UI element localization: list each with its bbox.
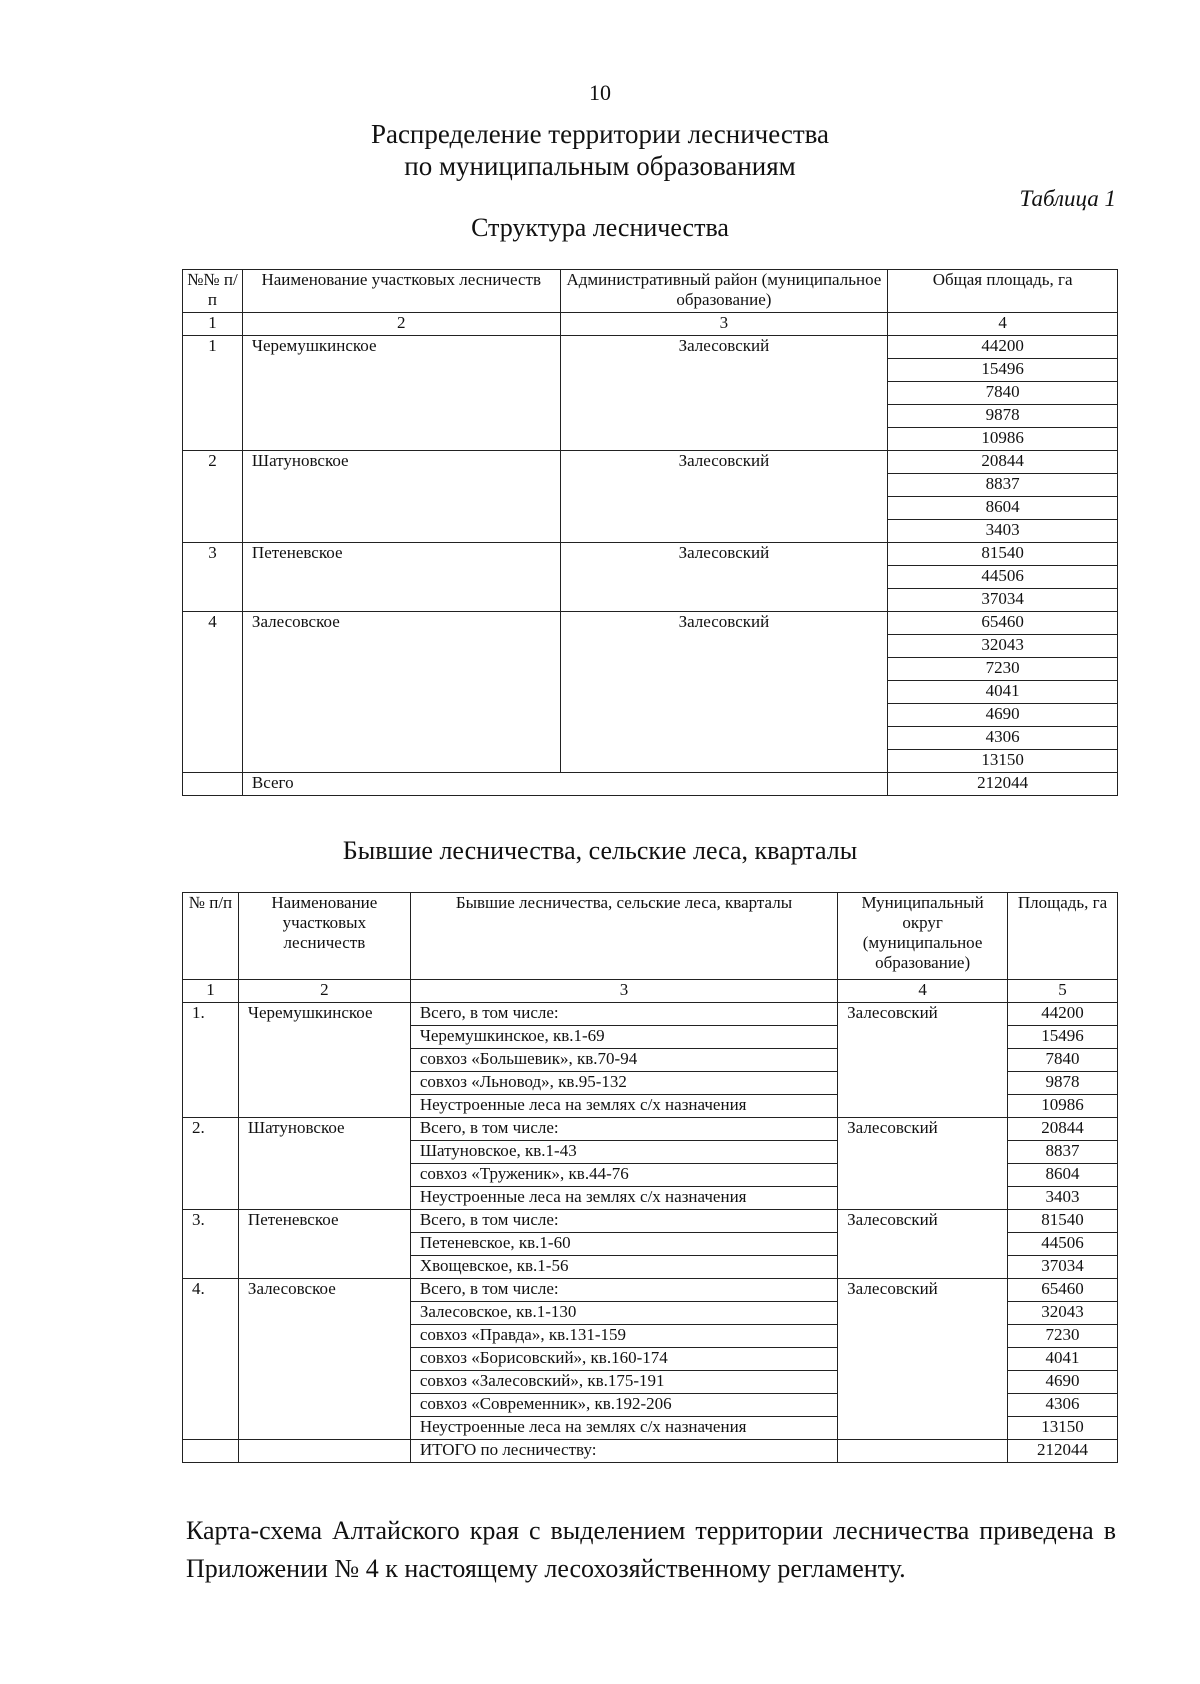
row-number-cell: 2. (183, 1118, 239, 1210)
table-row (183, 1279, 1118, 1302)
subdivision-cell: Залесовское, кв.1-130 (410, 1302, 837, 1325)
area-cell: 8837 (1008, 1141, 1118, 1164)
total-value-cell: 212044 (1008, 1440, 1118, 1463)
subdivision-cell: Черемушкинское, кв.1-69 (410, 1026, 837, 1049)
table2-title: Бывшие лесничества, сельские леса, кварталы (342, 836, 858, 865)
total-value-cell: 212044 (888, 773, 1118, 796)
row-number-cell: 4. (183, 1279, 239, 1440)
forestry-name-cell: Залесовское (242, 612, 560, 773)
area-cell: 32043 (1008, 1302, 1118, 1325)
table-row (183, 612, 1118, 635)
header-cell: №№ п/п (183, 270, 243, 313)
subdivision-cell: совхоз «Большевик», кв.70-94 (410, 1049, 837, 1072)
table-header-row (183, 270, 1118, 313)
district-cell: Залесовский (838, 1210, 1008, 1279)
row-number-cell: 1. (183, 1003, 239, 1118)
subdivision-cell: Неустроенные леса на землях с/х назначения (410, 1417, 837, 1440)
district-cell: Залесовский (560, 336, 888, 451)
column-number-row (183, 980, 1118, 1003)
area-cell: 9878 (888, 405, 1118, 428)
empty-cell (238, 1440, 410, 1463)
area-cell: 44506 (1008, 1233, 1118, 1256)
area-cell: 44200 (888, 336, 1118, 359)
subdivision-cell: совхоз «Залесовский», кв.175-191 (410, 1371, 837, 1394)
former-forestries-table (182, 892, 1118, 1463)
area-cell: 3403 (888, 520, 1118, 543)
heading-line-1: Распределение территории лесничества (370, 119, 830, 149)
district-cell: Залесовский (560, 612, 888, 773)
header-cell: Муниципальный округ (муниципальное образование) (838, 893, 1008, 980)
total-row (183, 773, 1118, 796)
area-cell: 7230 (1008, 1325, 1118, 1348)
area-cell: 15496 (888, 359, 1118, 382)
row-number-cell: 4 (183, 612, 243, 773)
area-cell: 81540 (1008, 1210, 1118, 1233)
table-row (183, 451, 1118, 474)
subdivision-cell: Всего, в том числе: (410, 1003, 837, 1026)
column-number-cell: 3 (410, 980, 837, 1003)
district-cell: Залесовский (560, 451, 888, 543)
area-cell: 65460 (1008, 1279, 1118, 1302)
empty-cell (838, 1440, 1008, 1463)
table-row (183, 1118, 1118, 1141)
header-cell: Площадь, га (1008, 893, 1118, 980)
district-cell: Залесовский (838, 1279, 1008, 1440)
subdivision-cell: Всего, в том числе: (410, 1279, 837, 1302)
subdivision-cell: совхоз «Правда», кв.131-159 (410, 1325, 837, 1348)
header-cell: Бывшие лесничества, сельские леса, кварталы (410, 893, 837, 980)
area-cell: 20844 (888, 451, 1118, 474)
area-cell: 13150 (888, 750, 1118, 773)
column-number-cell: 1 (183, 980, 239, 1003)
subdivision-cell: Неустроенные леса на землях с/х назначения (410, 1095, 837, 1118)
area-cell: 8837 (888, 474, 1118, 497)
table-row (183, 1210, 1118, 1233)
forestry-name-cell: Шатуновское (238, 1118, 410, 1210)
forestry-name-cell: Шатуновское (242, 451, 560, 543)
area-cell: 4041 (1008, 1348, 1118, 1371)
empty-cell (183, 773, 243, 796)
header-cell: Административный район (муниципальное образование) (560, 270, 888, 313)
area-cell: 8604 (888, 497, 1118, 520)
column-number-cell: 4 (838, 980, 1008, 1003)
forestry-name-cell: Черемушкинское (242, 336, 560, 451)
area-cell: 44200 (1008, 1003, 1118, 1026)
area-cell: 3403 (1008, 1187, 1118, 1210)
row-number-cell: 2 (183, 451, 243, 543)
area-cell: 10986 (888, 428, 1118, 451)
table-row (183, 336, 1118, 359)
forestry-name-cell: Черемушкинское (238, 1003, 410, 1118)
subdivision-cell: Неустроенные леса на землях с/х назначения (410, 1187, 837, 1210)
heading-line-2: по муниципальным образованиям (404, 151, 796, 181)
area-cell: 10986 (1008, 1095, 1118, 1118)
area-cell: 4690 (1008, 1371, 1118, 1394)
total-label-cell: ИТОГО по лесничеству: (410, 1440, 837, 1463)
section-heading (0, 118, 1200, 182)
header-cell: Наименование участковых лесничеств (238, 893, 410, 980)
subdivision-cell: Шатуновское, кв.1-43 (410, 1141, 837, 1164)
row-number-cell: 3 (183, 543, 243, 612)
area-cell: 15496 (1008, 1026, 1118, 1049)
column-number-cell: 2 (242, 313, 560, 336)
column-number-cell: 4 (888, 313, 1118, 336)
table-row (183, 1003, 1118, 1026)
area-cell: 81540 (888, 543, 1118, 566)
area-cell: 32043 (888, 635, 1118, 658)
subdivision-cell: Всего, в том числе: (410, 1210, 837, 1233)
district-cell: Залесовский (560, 543, 888, 612)
column-number-row (183, 313, 1118, 336)
table-label: Таблица 1 (1019, 186, 1116, 211)
row-number-cell: 3. (183, 1210, 239, 1279)
area-cell: 13150 (1008, 1417, 1118, 1440)
forestry-name-cell: Петеневское (242, 543, 560, 612)
forestry-name-cell: Петеневское (238, 1210, 410, 1279)
column-number-cell: 5 (1008, 980, 1118, 1003)
page-number: 10 (589, 80, 611, 105)
column-number-cell: 3 (560, 313, 888, 336)
area-cell: 37034 (1008, 1256, 1118, 1279)
area-cell: 9878 (1008, 1072, 1118, 1095)
area-cell: 4306 (1008, 1394, 1118, 1417)
area-cell: 7230 (888, 658, 1118, 681)
table-header-row (183, 893, 1118, 980)
row-number-cell: 1 (183, 336, 243, 451)
column-number-cell: 2 (238, 980, 410, 1003)
area-cell: 7840 (888, 382, 1118, 405)
area-cell: 4690 (888, 704, 1118, 727)
structure-table (182, 269, 1118, 796)
table1-title: Структура лесничества (471, 213, 729, 242)
district-cell: Залесовский (838, 1003, 1008, 1118)
footer-paragraph: Карта-схема Алтайского края с выделением территории лесничества приведена в Приложении № 4 к настоящему лесохозяйственному регламенту. (186, 1516, 1116, 1583)
subdivision-cell: совхоз «Современник», кв.192-206 (410, 1394, 837, 1417)
header-cell: № п/п (183, 893, 239, 980)
area-cell: 8604 (1008, 1164, 1118, 1187)
area-cell: 20844 (1008, 1118, 1118, 1141)
forestry-name-cell: Залесовское (238, 1279, 410, 1440)
header-cell: Общая площадь, га (888, 270, 1118, 313)
subdivision-cell: Всего, в том числе: (410, 1118, 837, 1141)
area-cell: 7840 (1008, 1049, 1118, 1072)
subdivision-cell: совхоз «Льновод», кв.95-132 (410, 1072, 837, 1095)
area-cell: 4306 (888, 727, 1118, 750)
total-row (183, 1440, 1118, 1463)
area-cell: 37034 (888, 589, 1118, 612)
header-cell: Наименование участковых лесничеств (242, 270, 560, 313)
area-cell: 65460 (888, 612, 1118, 635)
subdivision-cell: Хвощевское, кв.1-56 (410, 1256, 837, 1279)
subdivision-cell: совхоз «Борисовский», кв.160-174 (410, 1348, 837, 1371)
subdivision-cell: совхоз «Труженик», кв.44-76 (410, 1164, 837, 1187)
area-cell: 4041 (888, 681, 1118, 704)
column-number-cell: 1 (183, 313, 243, 336)
table-row (183, 543, 1118, 566)
total-label-cell: Всего (242, 773, 887, 796)
area-cell: 44506 (888, 566, 1118, 589)
subdivision-cell: Петеневское, кв.1-60 (410, 1233, 837, 1256)
district-cell: Залесовский (838, 1118, 1008, 1210)
empty-cell (183, 1440, 239, 1463)
